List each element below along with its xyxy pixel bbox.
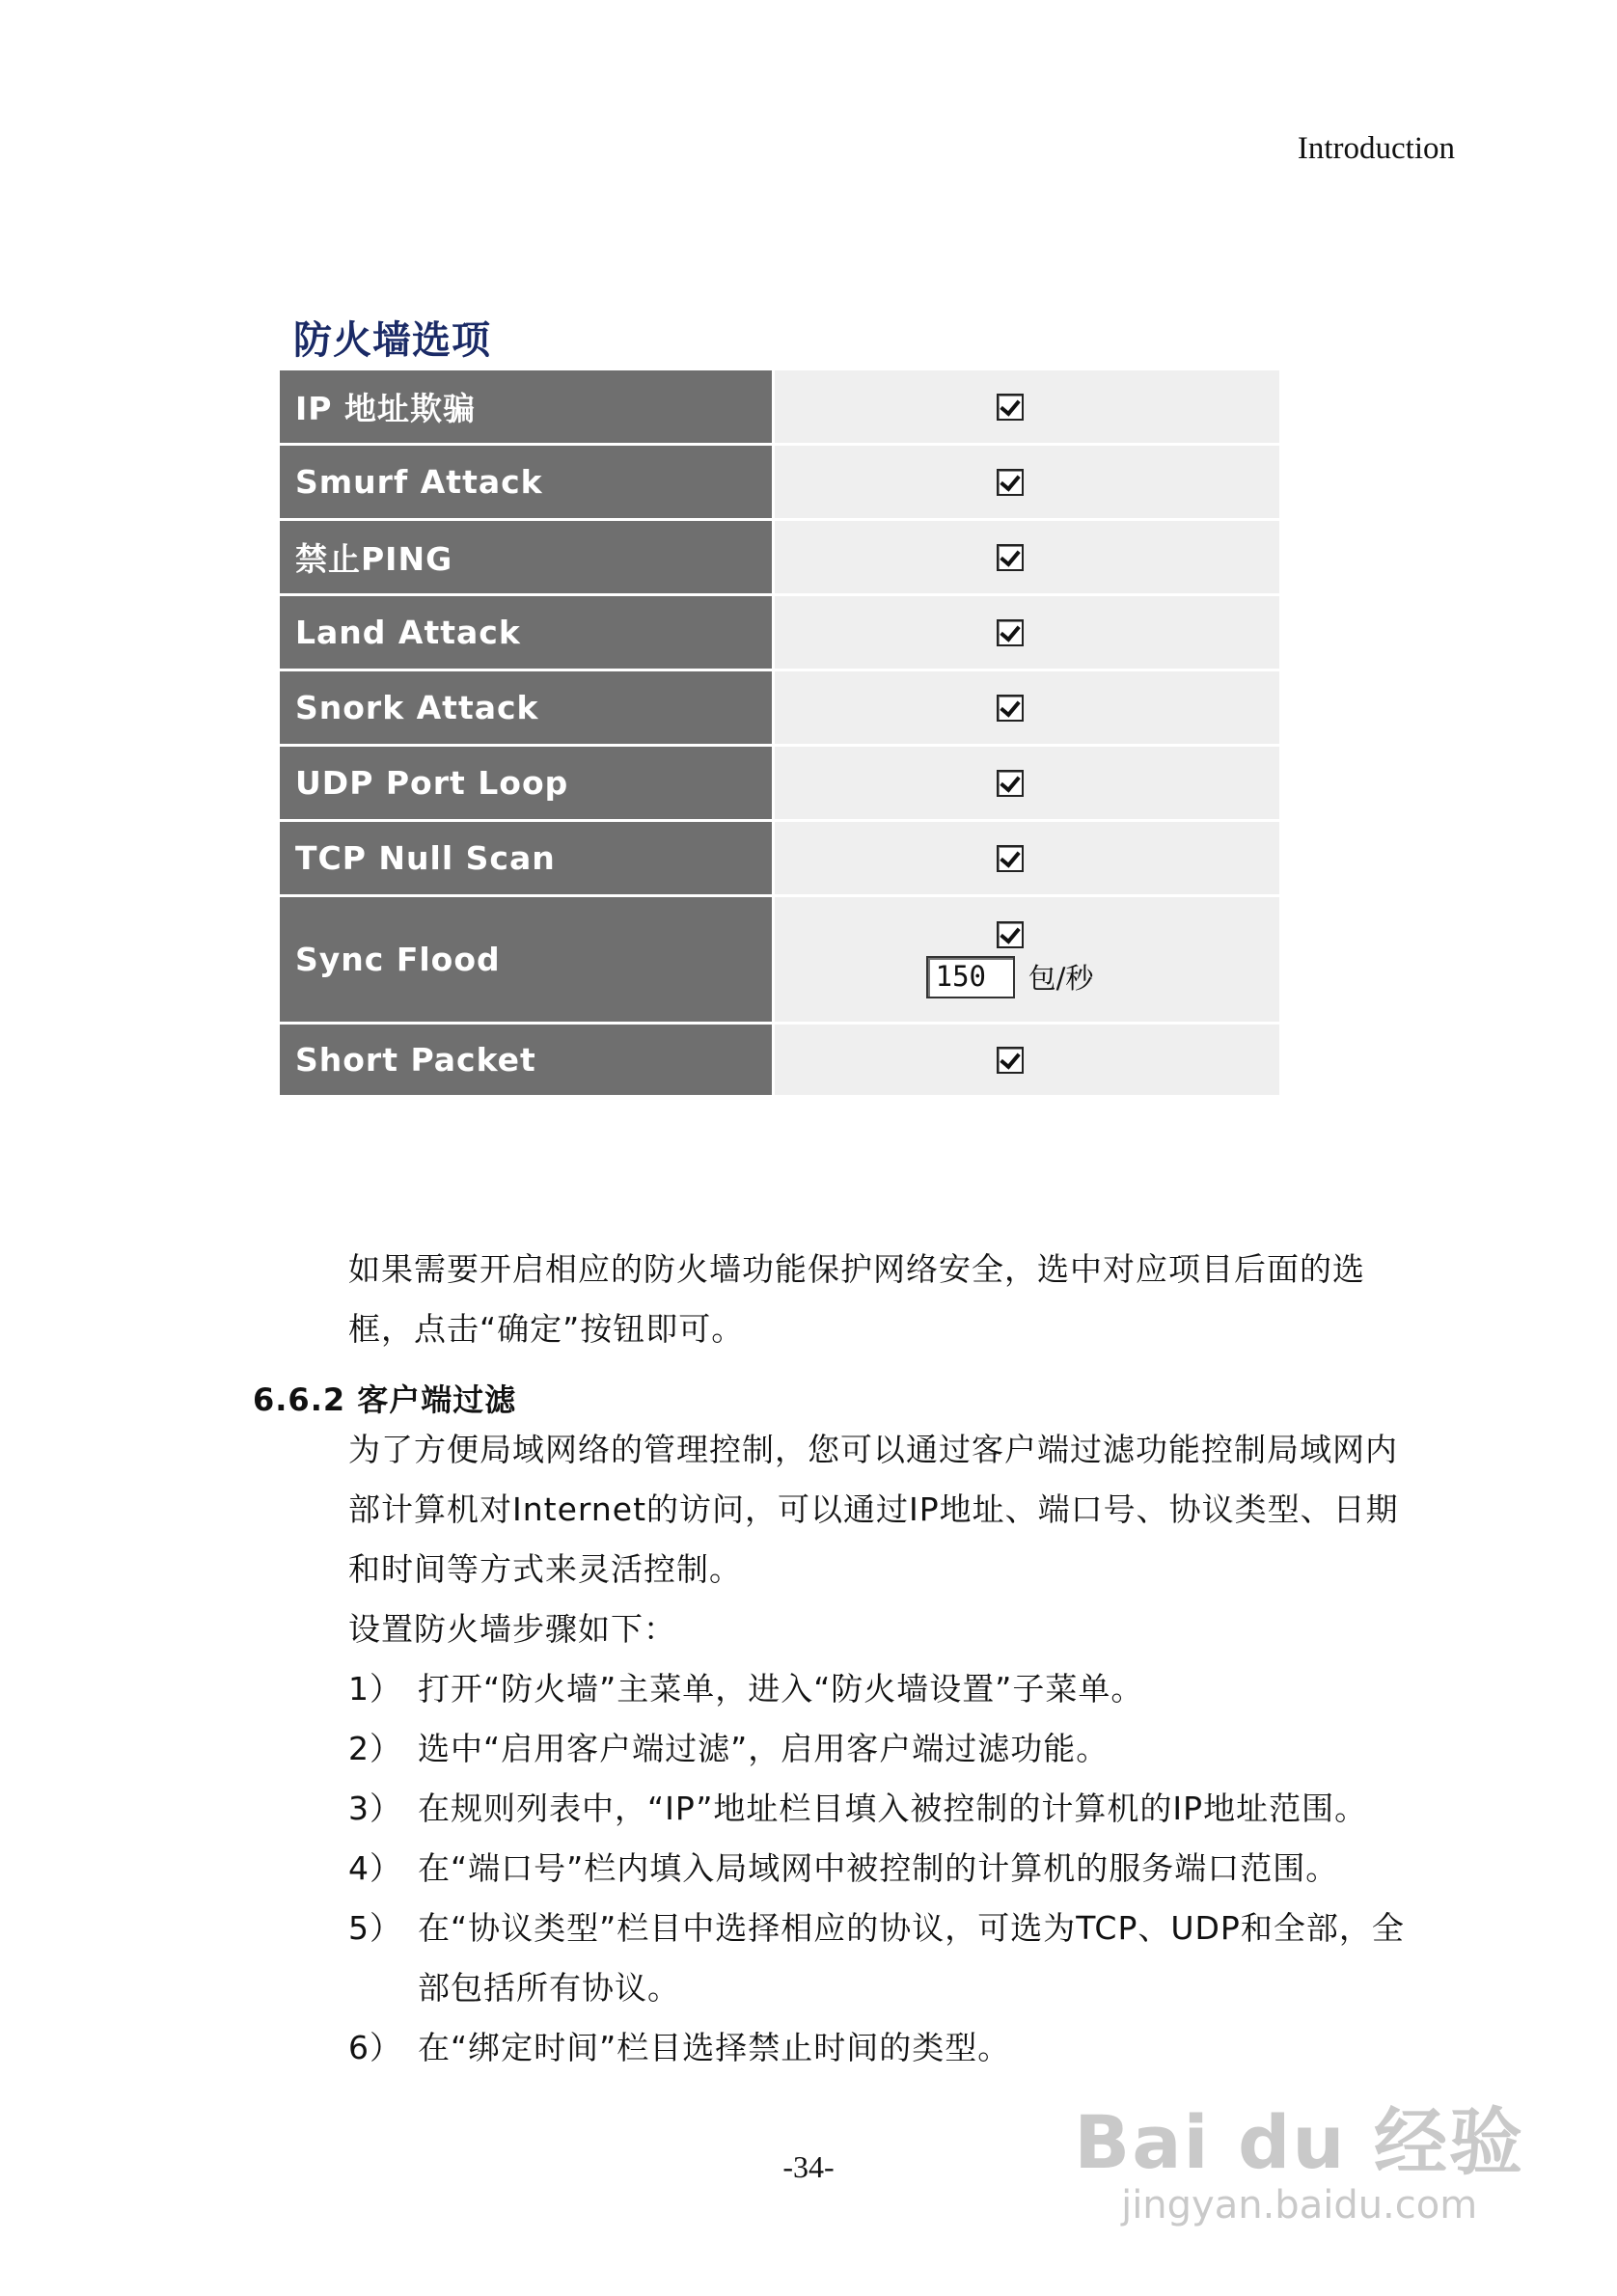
option-label: IP 地址欺骗: [280, 370, 775, 443]
firewall-options-panel: [280, 311, 1279, 1095]
watermark-brand: Bai du 经验: [1074, 2099, 1524, 2185]
option-row-sync-flood: [280, 897, 1279, 1025]
option-row-short-packet: [280, 1025, 1279, 1095]
step-number: 2）: [348, 1730, 402, 1767]
step-item: [348, 2018, 1458, 2078]
page-number: -34-: [782, 2149, 835, 2184]
option-row-udp-port-loop: [280, 747, 1279, 822]
option-row-land-attack: [280, 596, 1279, 671]
option-label: UDP Port Loop: [280, 747, 775, 819]
option-row-smurf-attack: [280, 446, 1279, 521]
step-number: 6）: [348, 2029, 402, 2066]
panel-title: 防火墙选项: [293, 318, 491, 363]
step-item: [348, 1839, 1458, 1899]
sync-flood-rate: [926, 956, 1094, 998]
section-heading: 6.6.2 客户端过滤: [253, 1381, 517, 1418]
ip-spoofing-checkbox[interactable]: [997, 394, 1024, 421]
step-text: 选中“启用客户端过滤”，启用客户端过滤功能。: [418, 1730, 1110, 1767]
sync-flood-rate-input[interactable]: 150: [926, 956, 1015, 998]
option-label: TCP Null Scan: [280, 822, 775, 894]
intro-line-2: 框，点击“确定”按钮即可。: [348, 1310, 745, 1348]
option-label: Smurf Attack: [280, 446, 775, 518]
step-text: 在“协议类型”栏目中选择相应的协议，可选为TCP、UDP和全部，全: [418, 1909, 1405, 1947]
step-number: 5）: [348, 1909, 402, 1947]
baidu-watermark: [1074, 2084, 1524, 2228]
step-number: 3）: [348, 1790, 402, 1827]
section-para-line-3: 和时间等方式来灵活控制。: [348, 1550, 742, 1588]
option-label: Land Attack: [280, 596, 775, 669]
section-para-line-2: 部计算机对Internet的访问，可以通过IP地址、端口号、协议类型、日期: [348, 1490, 1399, 1528]
option-row-ip-spoofing: [280, 370, 1279, 446]
option-label: Snork Attack: [280, 671, 775, 744]
udp-port-loop-checkbox[interactable]: [997, 770, 1024, 797]
step-item: [348, 1659, 1458, 1719]
step-item: [348, 1779, 1458, 1839]
step-number: 1）: [348, 1670, 402, 1708]
short-packet-checkbox[interactable]: [997, 1047, 1024, 1074]
step-item: [348, 1719, 1458, 1779]
steps-intro: 设置防火墙步骤如下：: [348, 1610, 676, 1648]
sync-flood-checkbox[interactable]: [997, 921, 1024, 948]
step-text: 在“绑定时间”栏目选择禁止时间的类型。: [418, 2029, 1011, 2066]
step-text-continued: 部包括所有协议。: [418, 1969, 680, 2007]
tcp-null-scan-checkbox[interactable]: [997, 845, 1024, 872]
option-label: 禁止PING: [280, 521, 775, 593]
disable-ping-checkbox[interactable]: [997, 544, 1024, 571]
step-text: 在“端口号”栏内填入局域网中被控制的计算机的服务端口范围。: [418, 1849, 1339, 1887]
option-label: Short Packet: [280, 1025, 775, 1095]
option-label: Sync Flood: [280, 897, 775, 1022]
option-row-tcp-null-scan: [280, 822, 1279, 897]
step-text: 打开“防火墙”主菜单，进入“防火墙设置”子菜单。: [418, 1670, 1144, 1708]
intro-line-1: 如果需要开启相应的防火墙功能保护网络安全，选中对应项目后面的选: [348, 1250, 1365, 1288]
smurf-attack-checkbox[interactable]: [997, 469, 1024, 496]
section-para-line-1: 为了方便局域网络的管理控制，您可以通过客户端过滤功能控制局域网内: [348, 1431, 1398, 1468]
snork-attack-checkbox[interactable]: [997, 695, 1024, 722]
step-number: 4）: [348, 1849, 402, 1887]
page-header: Introduction: [1297, 131, 1455, 166]
step-item: [348, 1899, 1458, 2018]
step-text: 在规则列表中，“IP”地址栏目填入被控制的计算机的IP地址范围。: [418, 1790, 1368, 1827]
option-row-snork-attack: [280, 671, 1279, 747]
rate-unit-label: 包/秒: [1028, 962, 1094, 995]
watermark-url: jingyan.baidu.com: [1121, 2183, 1478, 2228]
land-attack-checkbox[interactable]: [997, 619, 1024, 646]
option-row-disable-ping: [280, 521, 1279, 596]
